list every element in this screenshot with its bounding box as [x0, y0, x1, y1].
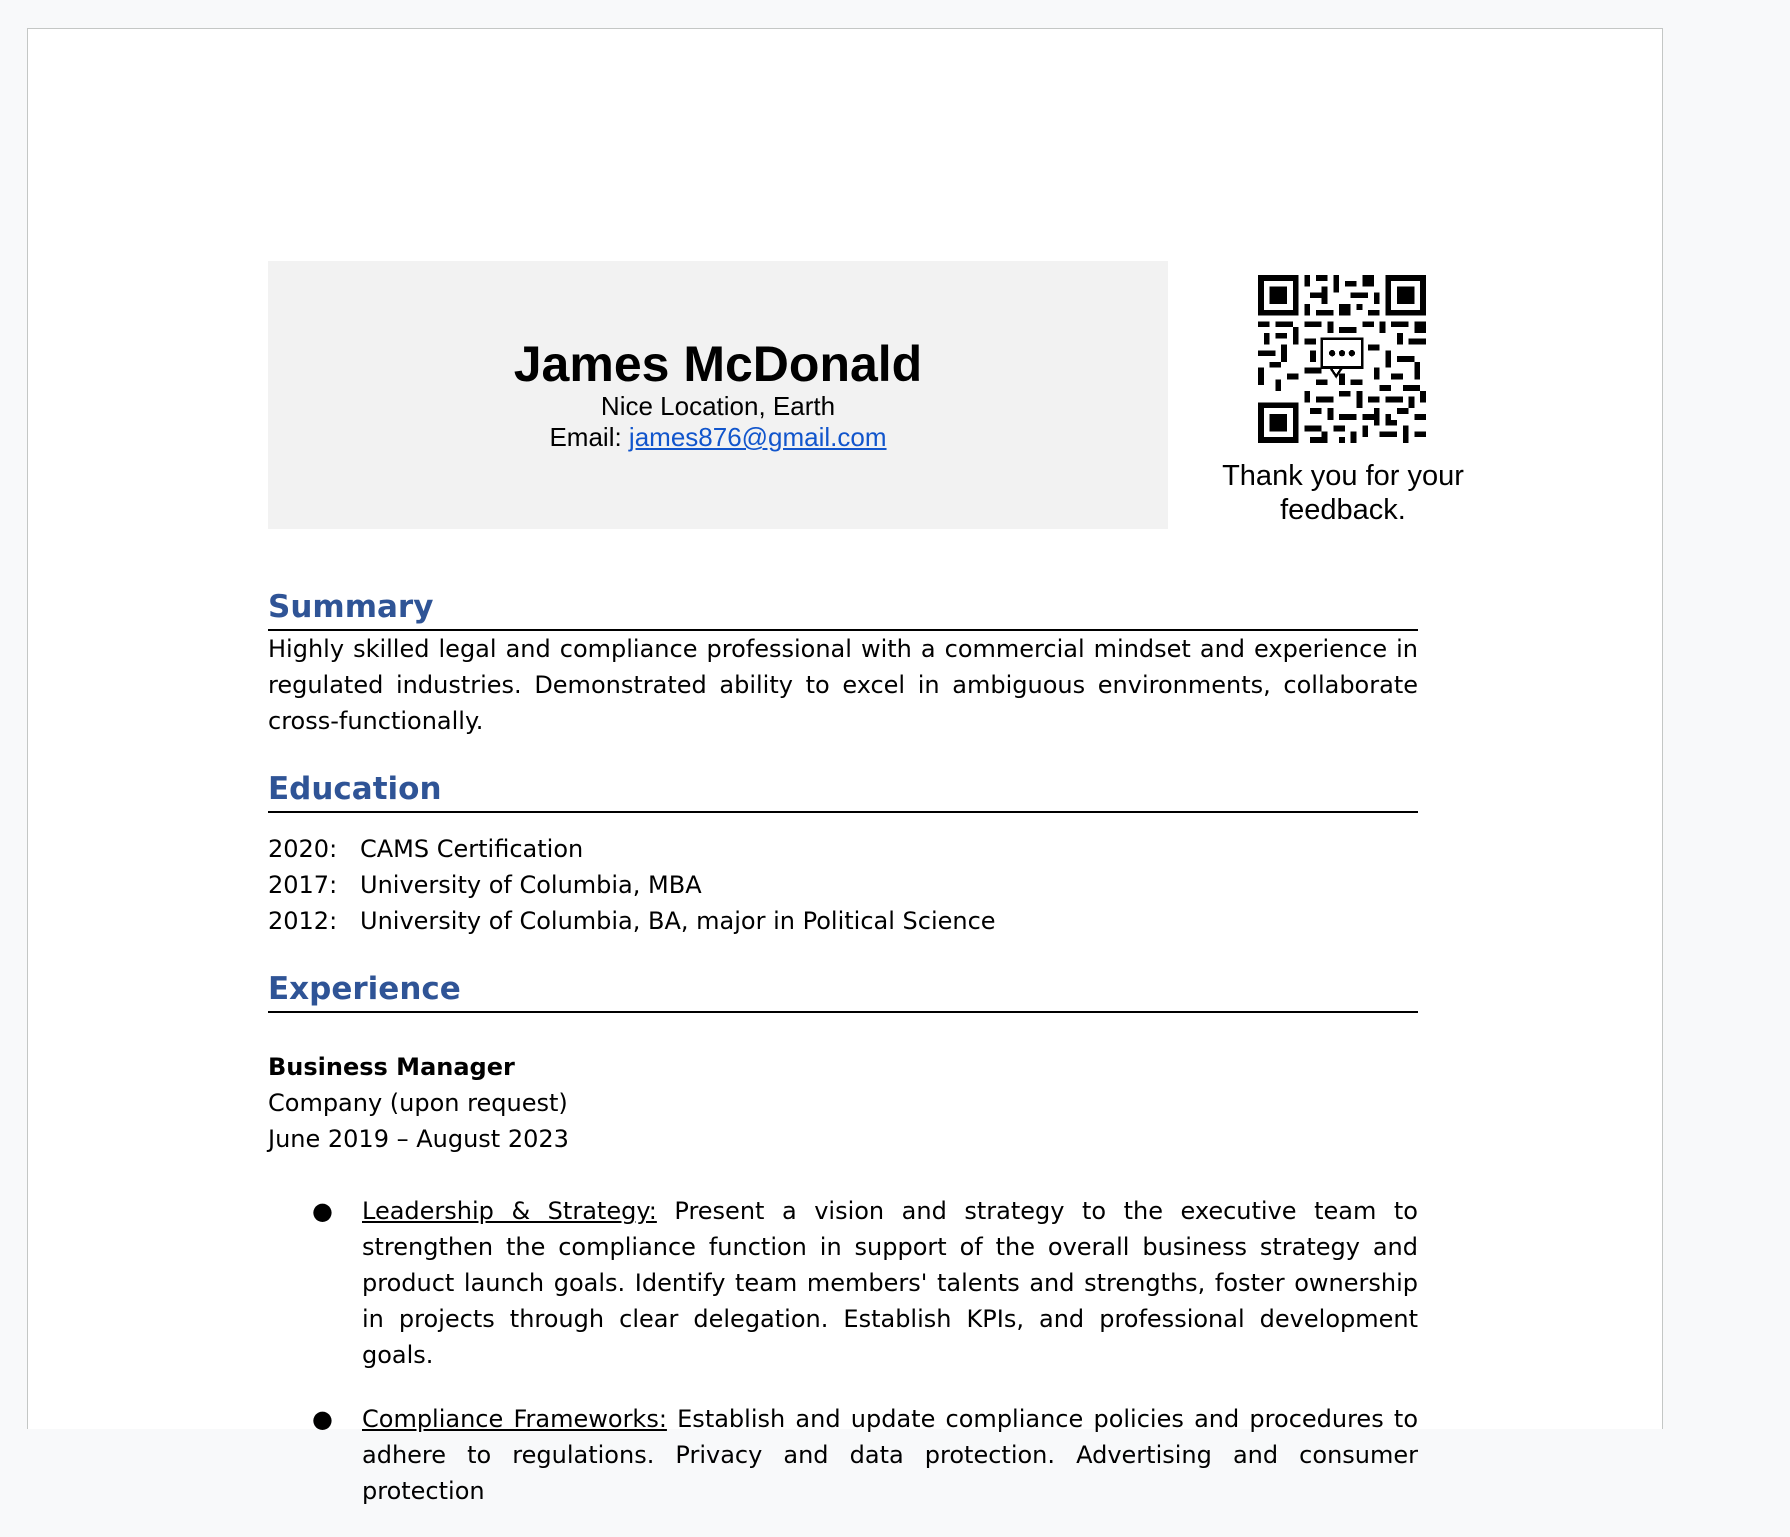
education-item	[268, 831, 1418, 867]
education-item	[268, 867, 1418, 903]
education-year: 2012:	[268, 907, 338, 935]
education-text: CAMS Certification	[360, 835, 584, 863]
education-text: University of Columbia, BA, major in Political Science	[360, 907, 996, 935]
qr-caption: Thank you for your feedback.	[1222, 460, 1464, 526]
document-page	[27, 28, 1663, 1505]
candidate-location: Nice Location, Earth	[600, 391, 836, 421]
education-year: 2020:	[268, 835, 338, 863]
education-heading: Education	[268, 769, 1418, 813]
list-item	[268, 1193, 1418, 1373]
qr-code-icon	[1258, 275, 1426, 443]
job-bullets	[268, 1193, 1418, 1509]
education-text: University of Columbia, MBA	[360, 871, 702, 899]
email-link[interactable]: james876@gmail.com	[628, 422, 887, 452]
email-line	[268, 422, 1168, 453]
resume-header	[268, 261, 1168, 529]
education-year: 2017:	[268, 871, 338, 899]
resume-body	[268, 587, 1418, 1537]
candidate-name: James McDonald	[513, 336, 923, 392]
bullet-text: Present a vision and strategy to the executive team to strengthen the compliance function in support of the overall business strategy and product launch goals. Identify team members' talents and strengths, foster ownership in projects through clear delegation. Establish KPIs, and professional development goals.	[362, 1197, 1418, 1369]
summary-heading: Summary	[268, 587, 1418, 631]
job-dates: June 2019 – August 2023	[268, 1125, 569, 1153]
bullet-heading: Leadership & Strategy:	[362, 1197, 657, 1225]
experience-heading: Experience	[268, 969, 1418, 1013]
job-title: Business Manager	[268, 1053, 515, 1081]
bullet-icon: ●	[312, 1197, 333, 1225]
education-list	[268, 831, 1418, 939]
education-item	[268, 903, 1418, 939]
bullet-icon: ●	[312, 1405, 333, 1433]
email-label: Email:	[549, 422, 629, 452]
job-company: Company (upon request)	[268, 1089, 568, 1117]
bullet-text: Establish and update compliance policies and procedures to adhere to regulations. Privacy and data protection. Advertising and consumer protection	[362, 1405, 1419, 1505]
list-item	[268, 1401, 1418, 1509]
job-entry	[268, 1049, 1418, 1509]
bullet-heading: Compliance Frameworks:	[362, 1405, 667, 1433]
summary-text: Highly skilled legal and compliance professional with a commercial mindset and experience in regulated industries. Demonstrated ability to excel in ambiguous environments, collaborate cross-functionally.	[268, 635, 1418, 735]
